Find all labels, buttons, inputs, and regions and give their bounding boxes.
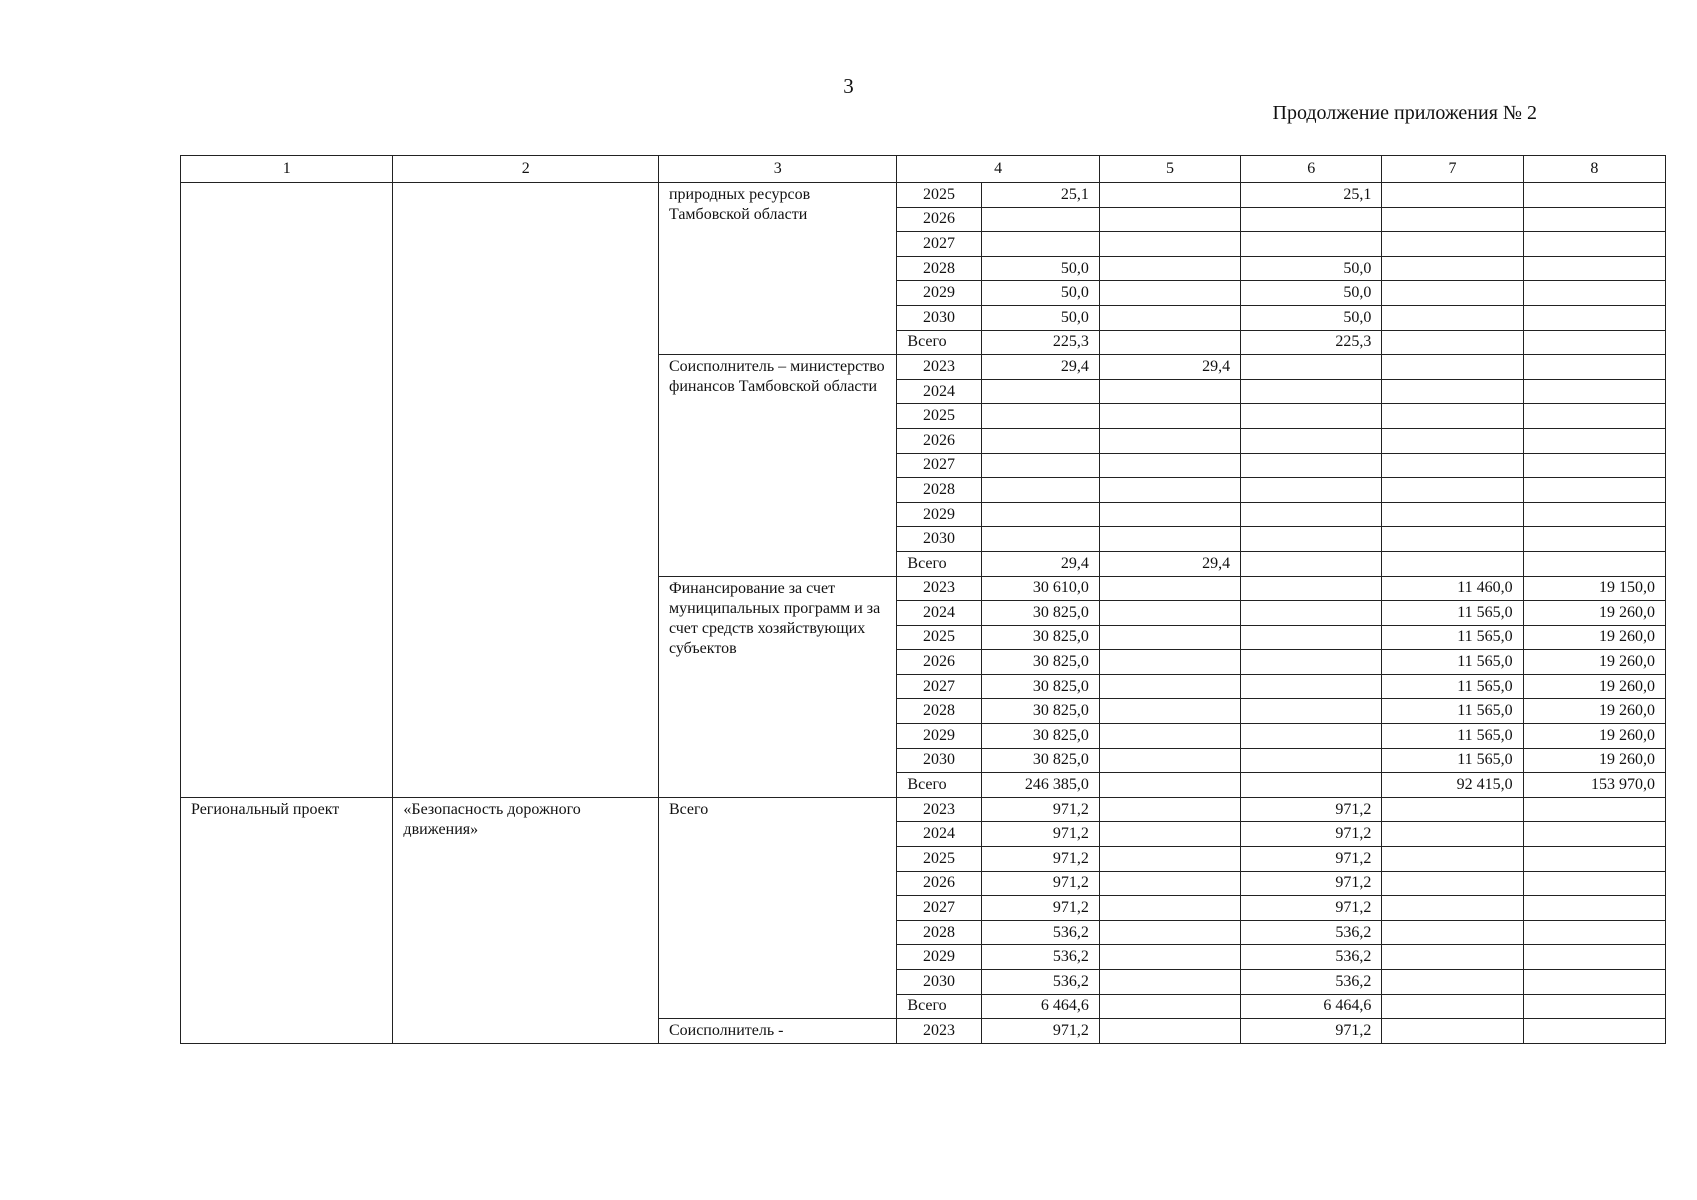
amount-cell-col7 <box>1382 994 1523 1019</box>
amount-cell-col7: 11 460,0 <box>1382 576 1523 601</box>
amount-cell-col8 <box>1523 207 1665 232</box>
year-cell: 2027 <box>897 232 981 257</box>
amount-cell-col6 <box>1241 502 1382 527</box>
amount-cell-col8 <box>1523 183 1665 208</box>
amount-cell-col7 <box>1382 527 1523 552</box>
amount-cell-col7 <box>1382 428 1523 453</box>
year-cell: 2025 <box>897 847 981 872</box>
amount-cell-col7 <box>1382 502 1523 527</box>
year-cell: 2024 <box>897 379 981 404</box>
year-cell: 2029 <box>897 724 981 749</box>
amount-cell-col5 <box>1099 232 1240 257</box>
amount-cell-col8: 19 260,0 <box>1523 674 1665 699</box>
amount-cell-col8 <box>1523 871 1665 896</box>
amount-cell-col7: 11 565,0 <box>1382 650 1523 675</box>
year-cell: 2030 <box>897 305 981 330</box>
amount-cell-col7 <box>1382 232 1523 257</box>
amount-cell-col5 <box>1099 379 1240 404</box>
amount-cell-col6 <box>1241 724 1382 749</box>
amount-cell-col5 <box>1099 748 1240 773</box>
header-cell: 8 <box>1523 156 1665 183</box>
amount-cell-col5 <box>1099 773 1240 798</box>
executor-cell: Всего <box>658 797 896 1018</box>
amount-cell-col6 <box>1241 674 1382 699</box>
amount-cell-col5 <box>1099 453 1240 478</box>
amount-cell-col7 <box>1382 896 1523 921</box>
amount-cell-col6 <box>1241 748 1382 773</box>
amount-cell-col5 <box>1099 970 1240 995</box>
amount-cell-col5: 29,4 <box>1099 551 1240 576</box>
amount-cell-col5 <box>1099 994 1240 1019</box>
amount-cell-col8 <box>1523 305 1665 330</box>
total-amount-cell <box>981 428 1099 453</box>
year-cell: 2026 <box>897 871 981 896</box>
total-amount-cell: 25,1 <box>981 183 1099 208</box>
amount-cell-col7 <box>1382 256 1523 281</box>
amount-cell-col7 <box>1382 822 1523 847</box>
header-cell: 6 <box>1241 156 1382 183</box>
amount-cell-col5 <box>1099 330 1240 355</box>
amount-cell-col8 <box>1523 281 1665 306</box>
amount-cell-col8 <box>1523 453 1665 478</box>
amount-cell-col8 <box>1523 330 1665 355</box>
amount-cell-col7: 11 565,0 <box>1382 748 1523 773</box>
amount-cell-col5 <box>1099 920 1240 945</box>
year-cell: 2027 <box>897 896 981 921</box>
year-cell: 2026 <box>897 207 981 232</box>
amount-cell-col8: 19 260,0 <box>1523 601 1665 626</box>
header-cell: 3 <box>658 156 896 183</box>
amount-cell-col5 <box>1099 822 1240 847</box>
amount-cell-col7 <box>1382 183 1523 208</box>
continuation-label: Продолжение приложения № 2 <box>1272 102 1537 124</box>
amount-cell-col6: 971,2 <box>1241 871 1382 896</box>
amount-cell-col8 <box>1523 945 1665 970</box>
total-amount-cell: 536,2 <box>981 945 1099 970</box>
amount-cell-col8 <box>1523 527 1665 552</box>
amount-cell-col6: 536,2 <box>1241 970 1382 995</box>
year-cell: 2028 <box>897 478 981 503</box>
amount-cell-col8 <box>1523 355 1665 380</box>
total-amount-cell: 50,0 <box>981 256 1099 281</box>
amount-cell-col6 <box>1241 453 1382 478</box>
amount-cell-col5 <box>1099 625 1240 650</box>
amount-cell-col8 <box>1523 797 1665 822</box>
amount-cell-col6: 536,2 <box>1241 945 1382 970</box>
year-cell: 2027 <box>897 674 981 699</box>
amount-cell-col5 <box>1099 1019 1240 1044</box>
year-cell: 2023 <box>897 355 981 380</box>
amount-cell-col8 <box>1523 920 1665 945</box>
total-amount-cell: 50,0 <box>981 281 1099 306</box>
year-cell: 2030 <box>897 748 981 773</box>
year-cell: 2029 <box>897 281 981 306</box>
amount-cell-col7 <box>1382 355 1523 380</box>
year-cell: 2025 <box>897 625 981 650</box>
amount-cell-col7 <box>1382 305 1523 330</box>
amount-cell-col6 <box>1241 551 1382 576</box>
total-amount-cell: 971,2 <box>981 822 1099 847</box>
year-cell: 2028 <box>897 920 981 945</box>
executor-cell: Финансирование за счет муниципальных программ и за счет средств хозяйствующих субъектов <box>658 576 896 797</box>
amount-cell-col8: 19 150,0 <box>1523 576 1665 601</box>
amount-cell-col8 <box>1523 478 1665 503</box>
amount-cell-col8 <box>1523 379 1665 404</box>
total-amount-cell: 225,3 <box>981 330 1099 355</box>
amount-cell-col5 <box>1099 896 1240 921</box>
amount-cell-col5 <box>1099 305 1240 330</box>
amount-cell-col5 <box>1099 601 1240 626</box>
amount-cell-col5 <box>1099 478 1240 503</box>
table-row <box>181 183 1666 208</box>
amount-cell-col6: 225,3 <box>1241 330 1382 355</box>
amount-cell-col8: 19 260,0 <box>1523 748 1665 773</box>
amount-cell-col7 <box>1382 404 1523 429</box>
amount-cell-col7: 11 565,0 <box>1382 699 1523 724</box>
total-amount-cell: 30 825,0 <box>981 674 1099 699</box>
amount-cell-col6: 536,2 <box>1241 920 1382 945</box>
amount-cell-col6: 50,0 <box>1241 256 1382 281</box>
amount-cell-col8 <box>1523 896 1665 921</box>
amount-cell-col5 <box>1099 183 1240 208</box>
total-amount-cell: 536,2 <box>981 970 1099 995</box>
amount-cell-col6 <box>1241 428 1382 453</box>
amount-cell-col8 <box>1523 551 1665 576</box>
total-amount-cell: 6 464,6 <box>981 994 1099 1019</box>
amount-cell-col7 <box>1382 920 1523 945</box>
executor-cell: природных ресурсов Тамбовской области <box>658 183 896 355</box>
table-row <box>181 797 1666 822</box>
year-cell: 2024 <box>897 822 981 847</box>
year-cell: 2025 <box>897 404 981 429</box>
column-number-header-row <box>181 156 1666 183</box>
amount-cell-col5 <box>1099 502 1240 527</box>
total-amount-cell <box>981 404 1099 429</box>
amount-cell-col5 <box>1099 797 1240 822</box>
amount-cell-col6: 25,1 <box>1241 183 1382 208</box>
amount-cell-col6 <box>1241 699 1382 724</box>
amount-cell-col5: 29,4 <box>1099 355 1240 380</box>
total-amount-cell: 30 825,0 <box>981 699 1099 724</box>
total-amount-cell <box>981 527 1099 552</box>
program-name-cell: «Безопасность дорожного движения» <box>393 797 659 1043</box>
year-cell: 2029 <box>897 945 981 970</box>
amount-cell-col6: 971,2 <box>1241 822 1382 847</box>
amount-cell-col6 <box>1241 207 1382 232</box>
amount-cell-col7 <box>1382 478 1523 503</box>
amount-cell-col7: 11 565,0 <box>1382 625 1523 650</box>
total-amount-cell <box>981 232 1099 257</box>
total-amount-cell <box>981 453 1099 478</box>
amount-cell-col6 <box>1241 478 1382 503</box>
amount-cell-col8 <box>1523 847 1665 872</box>
year-cell: 2023 <box>897 797 981 822</box>
amount-cell-col6: 50,0 <box>1241 305 1382 330</box>
amount-cell-col8 <box>1523 256 1665 281</box>
total-amount-cell: 971,2 <box>981 1019 1099 1044</box>
total-amount-cell <box>981 502 1099 527</box>
year-cell: 2029 <box>897 502 981 527</box>
amount-cell-col6: 971,2 <box>1241 1019 1382 1044</box>
amount-cell-col5 <box>1099 256 1240 281</box>
total-amount-cell: 30 610,0 <box>981 576 1099 601</box>
amount-cell-col6 <box>1241 232 1382 257</box>
total-amount-cell: 30 825,0 <box>981 724 1099 749</box>
total-amount-cell <box>981 207 1099 232</box>
amount-cell-col7 <box>1382 945 1523 970</box>
total-amount-cell: 29,4 <box>981 551 1099 576</box>
amount-cell-col5 <box>1099 724 1240 749</box>
amount-cell-col6 <box>1241 650 1382 675</box>
amount-cell-col7 <box>1382 207 1523 232</box>
year-cell: 2026 <box>897 428 981 453</box>
amount-cell-col5 <box>1099 527 1240 552</box>
executor-cell: Соисполнитель – министерство финансов Тамбовской области <box>658 355 896 576</box>
year-cell: 2025 <box>897 183 981 208</box>
amount-cell-col8 <box>1523 1019 1665 1044</box>
amount-cell-col5 <box>1099 871 1240 896</box>
header-cell: 7 <box>1382 156 1523 183</box>
amount-cell-col7: 11 565,0 <box>1382 674 1523 699</box>
year-cell: 2026 <box>897 650 981 675</box>
amount-cell-col8 <box>1523 404 1665 429</box>
total-amount-cell: 971,2 <box>981 871 1099 896</box>
amount-cell-col8 <box>1523 822 1665 847</box>
amount-cell-col5 <box>1099 404 1240 429</box>
total-amount-cell: 30 825,0 <box>981 601 1099 626</box>
amount-cell-col7 <box>1382 551 1523 576</box>
year-cell: 2030 <box>897 527 981 552</box>
program-name-cell <box>393 183 659 798</box>
year-cell: 2027 <box>897 453 981 478</box>
amount-cell-col8: 19 260,0 <box>1523 699 1665 724</box>
header-cell: 5 <box>1099 156 1240 183</box>
year-cell: 2024 <box>897 601 981 626</box>
amount-cell-col7: 92 415,0 <box>1382 773 1523 798</box>
amount-cell-col7: 11 565,0 <box>1382 724 1523 749</box>
year-cell: 2023 <box>897 1019 981 1044</box>
amount-cell-col5 <box>1099 428 1240 453</box>
amount-cell-col7 <box>1382 330 1523 355</box>
year-cell: 2028 <box>897 699 981 724</box>
amount-cell-col6 <box>1241 527 1382 552</box>
year-cell: 2028 <box>897 256 981 281</box>
year-cell: Всего <box>897 994 981 1019</box>
amount-cell-col6: 50,0 <box>1241 281 1382 306</box>
year-cell: Всего <box>897 330 981 355</box>
total-amount-cell <box>981 379 1099 404</box>
amount-cell-col6: 6 464,6 <box>1241 994 1382 1019</box>
amount-cell-col7 <box>1382 847 1523 872</box>
amount-cell-col7 <box>1382 1019 1523 1044</box>
total-amount-cell: 29,4 <box>981 355 1099 380</box>
amount-cell-col5 <box>1099 674 1240 699</box>
amount-cell-col6 <box>1241 576 1382 601</box>
amount-cell-col8 <box>1523 970 1665 995</box>
total-amount-cell: 971,2 <box>981 847 1099 872</box>
total-amount-cell: 246 385,0 <box>981 773 1099 798</box>
total-amount-cell: 30 825,0 <box>981 625 1099 650</box>
year-cell: 2023 <box>897 576 981 601</box>
program-type-cell: Региональный проект <box>181 797 393 1043</box>
amount-cell-col5 <box>1099 945 1240 970</box>
amount-cell-col5 <box>1099 207 1240 232</box>
header-cell: 1 <box>181 156 393 183</box>
amount-cell-col7 <box>1382 871 1523 896</box>
amount-cell-col8: 19 260,0 <box>1523 625 1665 650</box>
amount-cell-col6 <box>1241 379 1382 404</box>
amount-cell-col5 <box>1099 650 1240 675</box>
amount-cell-col8 <box>1523 232 1665 257</box>
amount-cell-col8: 153 970,0 <box>1523 773 1665 798</box>
amount-cell-col8 <box>1523 502 1665 527</box>
program-type-cell <box>181 183 393 798</box>
amount-cell-col7 <box>1382 281 1523 306</box>
amount-cell-col6: 971,2 <box>1241 896 1382 921</box>
amount-cell-col8 <box>1523 428 1665 453</box>
amount-cell-col6 <box>1241 355 1382 380</box>
total-amount-cell: 971,2 <box>981 896 1099 921</box>
header-cell: 2 <box>393 156 659 183</box>
executor-cell: Соисполнитель - <box>658 1019 896 1044</box>
year-cell: Всего <box>897 773 981 798</box>
amount-cell-col5 <box>1099 847 1240 872</box>
total-amount-cell <box>981 478 1099 503</box>
total-amount-cell: 536,2 <box>981 920 1099 945</box>
page-number: 3 <box>843 74 854 98</box>
amount-cell-col6 <box>1241 625 1382 650</box>
amount-cell-col7 <box>1382 379 1523 404</box>
amount-cell-col5 <box>1099 576 1240 601</box>
amount-cell-col8: 19 260,0 <box>1523 650 1665 675</box>
total-amount-cell: 30 825,0 <box>981 748 1099 773</box>
total-amount-cell: 50,0 <box>981 305 1099 330</box>
amount-cell-col8 <box>1523 994 1665 1019</box>
amount-cell-col7 <box>1382 453 1523 478</box>
amount-cell-col6 <box>1241 404 1382 429</box>
total-amount-cell: 30 825,0 <box>981 650 1099 675</box>
amount-cell-col6: 971,2 <box>1241 847 1382 872</box>
amount-cell-col6 <box>1241 601 1382 626</box>
year-cell: Всего <box>897 551 981 576</box>
amount-cell-col7: 11 565,0 <box>1382 601 1523 626</box>
amount-cell-col5 <box>1099 699 1240 724</box>
total-amount-cell: 971,2 <box>981 797 1099 822</box>
header-cell: 4 <box>897 156 1099 183</box>
amount-cell-col5 <box>1099 281 1240 306</box>
financing-table <box>180 155 1666 1044</box>
amount-cell-col8: 19 260,0 <box>1523 724 1665 749</box>
amount-cell-col7 <box>1382 970 1523 995</box>
amount-cell-col7 <box>1382 797 1523 822</box>
amount-cell-col6 <box>1241 773 1382 798</box>
year-cell: 2030 <box>897 970 981 995</box>
amount-cell-col6: 971,2 <box>1241 797 1382 822</box>
